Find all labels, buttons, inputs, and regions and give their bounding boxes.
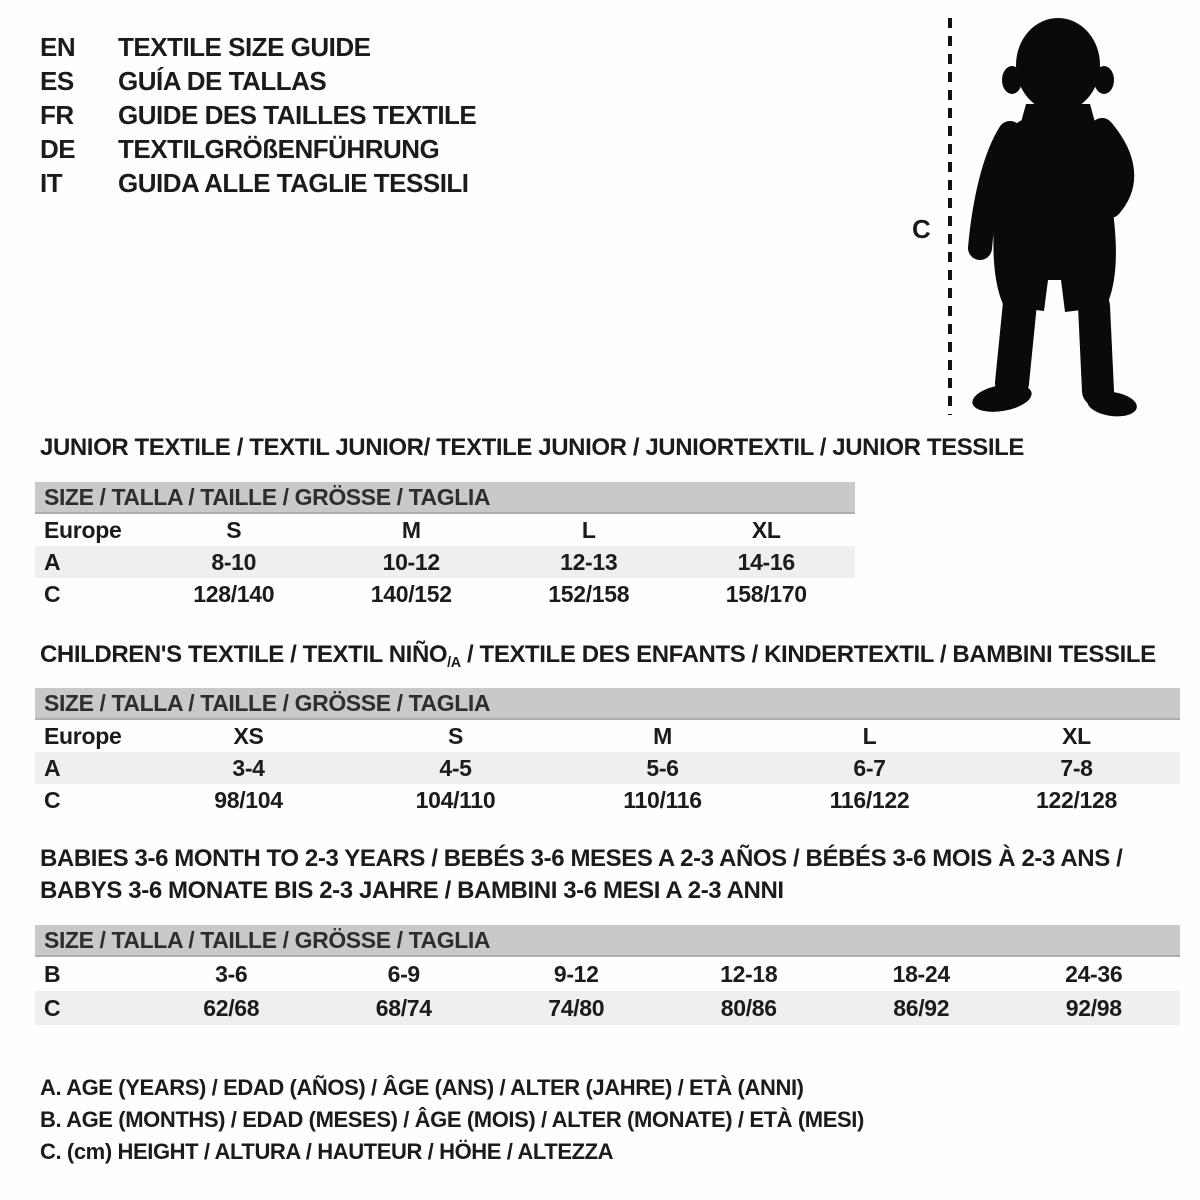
- babies-height-row: [35, 991, 1180, 1025]
- size-bar-label: SIZE / TALLA / TAILLE / GRÖSSE / TAGLIA: [44, 483, 491, 510]
- value-cell: 104/110: [415, 786, 496, 813]
- value-cell: 4-5: [439, 754, 472, 781]
- children-section-title: [40, 641, 1156, 671]
- measure-legend: [40, 1072, 864, 1168]
- value-cell: 128/140: [193, 580, 275, 607]
- junior-table: [35, 514, 855, 610]
- value-cell: 122/128: [1035, 786, 1118, 813]
- junior-section-title: JUNIOR TEXTILE / TEXTIL JUNIOR/ TEXTILE JUNIOR / JUNIORTEXTIL / JUNIOR TESSILE: [40, 434, 1025, 461]
- value-cell: 8-10: [211, 548, 257, 575]
- legend-line-a: A. AGE (YEARS) / EDAD (AÑOS) / ÂGE (ANS) / ALTER (JAHRE) / ETÀ (ANNI): [40, 1075, 804, 1100]
- value-cell: 86/92: [893, 994, 950, 1021]
- size-cell: L: [862, 722, 877, 749]
- size-cell: XL: [751, 516, 781, 543]
- toddler-silhouette: [970, 18, 1138, 419]
- value-cell: 158/170: [725, 580, 807, 607]
- language-code: IT: [40, 168, 63, 198]
- size-cell: XL: [1062, 722, 1091, 749]
- children-size-table: [35, 688, 1180, 816]
- junior-height-row: [35, 578, 855, 610]
- row-label: A: [44, 548, 61, 575]
- guide-title-it: GUIDA ALLE TAGLIE TESSILI: [118, 168, 469, 198]
- babies-months-row: [35, 957, 1180, 991]
- guide-title-fr: GUIDE DES TAILLES TEXTILE: [118, 100, 477, 130]
- value-cell: 140/152: [370, 580, 452, 607]
- children-header-row: [35, 720, 1180, 752]
- toddler-silhouette-icon: [898, 8, 1150, 420]
- value-cell: 7-8: [1060, 754, 1093, 781]
- row-label: C: [44, 580, 61, 607]
- children-table: [35, 720, 1180, 816]
- value-cell: 80/86: [720, 994, 777, 1021]
- babies-size-table: [35, 925, 1180, 1025]
- children-height-row: [35, 784, 1180, 816]
- value-cell: 3-4: [232, 754, 265, 781]
- babies-section-title-line1: BABIES 3-6 MONTH TO 2-3 YEARS / BEBÉS 3-6 MESES A 2-3 AÑOS / BÉBÉS 3-6 MOIS À 2-3 ANS /: [40, 845, 1123, 872]
- value-cell: 9-12: [553, 960, 599, 987]
- language-row-fr: [40, 100, 476, 134]
- value-cell: 116/122: [829, 786, 910, 813]
- children-title-post: / TEXTILE DES ENFANTS / KINDERTEXTIL / BAMBINI TESSILE: [460, 641, 1156, 668]
- value-cell: 5-6: [646, 754, 679, 781]
- guide-title-en: TEXTILE SIZE GUIDE: [118, 32, 371, 62]
- size-bar-label: SIZE / TALLA / TAILLE / GRÖSSE / TAGLIA: [44, 926, 491, 953]
- legend-line-c: C. (cm) HEIGHT / ALTURA / HAUTEUR / HÖHE / ALTEZZA: [40, 1139, 614, 1164]
- value-cell: 10-12: [382, 548, 440, 575]
- junior-size-table: [35, 482, 855, 610]
- junior-age-row: [35, 546, 855, 578]
- language-code: DE: [40, 134, 76, 164]
- babies-section-title-line2: BABYS 3-6 MONATE BIS 2-3 JAHRE / BAMBINI 3-6 MESI A 2-3 ANNI: [40, 877, 784, 904]
- language-code: ES: [40, 66, 74, 96]
- size-cell: S: [226, 516, 242, 543]
- babies-table: [35, 957, 1180, 1025]
- size-bar-label: SIZE / TALLA / TAILLE / GRÖSSE / TAGLIA: [44, 689, 491, 716]
- value-cell: 74/80: [548, 994, 605, 1021]
- language-code: FR: [40, 100, 74, 130]
- value-cell: 98/104: [214, 786, 283, 813]
- legend-line-b: B. AGE (MONTHS) / EDAD (MESES) / ÂGE (MOIS) / ALTER (MONATE) / ETÀ (MESI): [40, 1107, 864, 1132]
- children-title-pre: CHILDREN'S TEXTILE / TEXTIL NIÑO: [40, 641, 448, 668]
- value-cell: 12-18: [720, 960, 778, 987]
- size-cell: S: [447, 722, 464, 749]
- guide-title-es: GUÍA DE TALLAS: [118, 66, 327, 96]
- value-cell: 110/116: [623, 786, 702, 813]
- children-age-row: [35, 752, 1180, 784]
- size-cell: XS: [233, 722, 264, 749]
- children-title-subscript: /A: [447, 655, 461, 672]
- value-cell: 92/98: [1065, 994, 1122, 1021]
- language-row-it: [40, 168, 476, 202]
- size-cell: L: [581, 516, 596, 543]
- row-label: B: [44, 960, 61, 987]
- size-cell: M: [401, 516, 421, 543]
- row-label: Europe: [44, 516, 122, 543]
- value-cell: 6-7: [853, 754, 886, 781]
- value-cell: 6-9: [387, 960, 420, 987]
- value-cell: 24-36: [1065, 960, 1123, 987]
- row-label: A: [44, 754, 61, 781]
- value-cell: 14-16: [737, 548, 795, 575]
- language-row-es: [40, 66, 476, 100]
- guide-title-de: TEXTILGRÖßENFÜHRUNG: [118, 134, 440, 164]
- junior-header-row: [35, 514, 855, 546]
- babies-size-bar: [35, 925, 1180, 957]
- language-title-list: [40, 32, 476, 202]
- row-label: C: [44, 786, 61, 813]
- value-cell: 12-13: [560, 548, 618, 575]
- height-measure-figure: [898, 8, 1150, 420]
- row-label: Europe: [44, 722, 122, 749]
- height-measure-label: C: [912, 214, 931, 244]
- size-cell: M: [653, 722, 672, 749]
- row-label: C: [44, 994, 61, 1021]
- children-size-bar: [35, 688, 1180, 720]
- value-cell: 152/158: [548, 580, 630, 607]
- language-row-en: [40, 32, 476, 66]
- value-cell: 62/68: [203, 994, 260, 1021]
- value-cell: 68/74: [375, 994, 432, 1021]
- junior-size-bar: [35, 482, 855, 514]
- language-code: EN: [40, 32, 76, 62]
- value-cell: 3-6: [215, 960, 248, 987]
- language-row-de: [40, 134, 476, 168]
- value-cell: 18-24: [892, 960, 950, 987]
